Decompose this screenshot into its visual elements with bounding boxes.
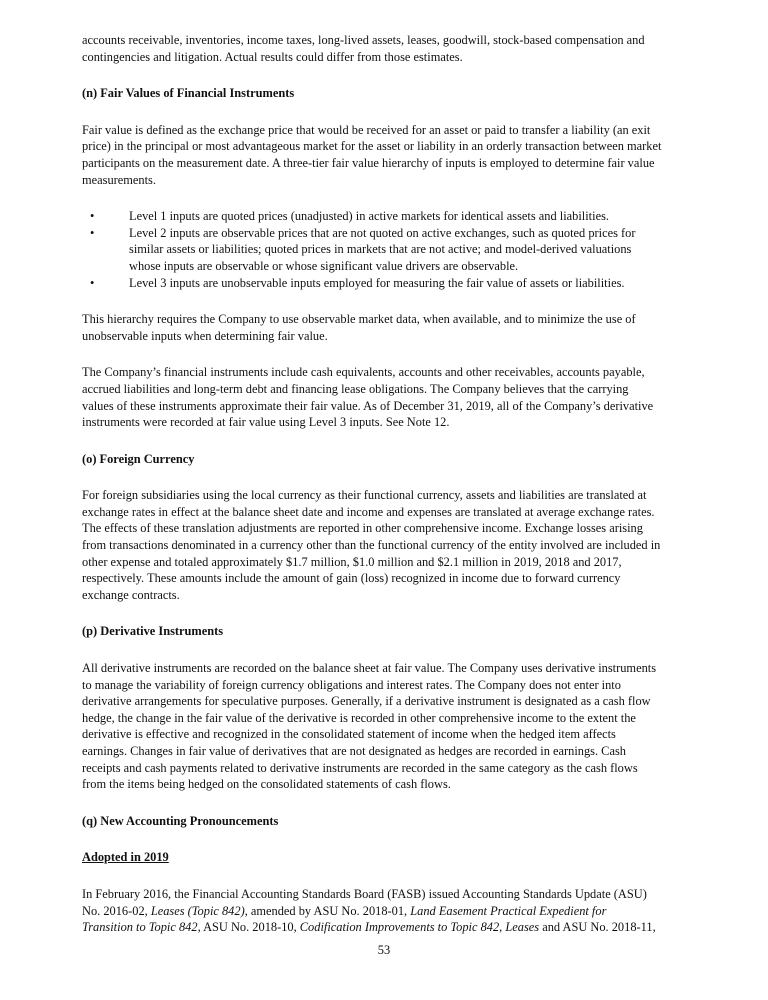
text-line: values of these instruments approximate their fair value. As of December 31, 2019, all of the Company’s derivative (82, 398, 654, 413)
bullet-icon: • (90, 209, 95, 224)
text-segment: In February 2016, the Financial Accounting Standards Board (FASB) issued Accounting Standards Update (ASU) (82, 886, 647, 901)
paragraph (82, 122, 702, 188)
text-line: Adopted in 2019 (82, 850, 169, 865)
text-line: contingencies and litigation. Actual results could differ from those estimates. (82, 49, 463, 64)
text-line: measurements. (82, 172, 156, 187)
paragraph (82, 487, 702, 603)
subsection-heading (82, 849, 702, 866)
text-line: (p) Derivative Instruments (82, 624, 224, 639)
section-heading (82, 623, 702, 640)
text-line: Level 3 inputs are unobservable inputs employed for measuring the fair value of assets or liabilities. (129, 275, 625, 290)
text-line: hedge, the change in the fair value of the derivative is recorded in other comprehensive income to the extent the (82, 710, 636, 725)
text-segment: and ASU No. 2018-11, (539, 920, 656, 935)
italic-title: Codification Improvements to Topic 842, Leases (299, 920, 540, 935)
paragraph (82, 886, 702, 936)
text-line: This hierarchy requires the Company to use observable market data, when available, and to minimize the use of (82, 312, 636, 327)
bullet-icon: • (90, 275, 95, 290)
text-line: similar assets or liabilities; quoted prices in markets that are not active; and model-derived valuations (129, 242, 632, 257)
bullet-item (82, 208, 702, 225)
text-line: derivative arrangements for speculative purposes. Generally, if a derivative instrument is designated as a cash flow (82, 694, 651, 709)
text-line: Level 2 inputs are observable prices that are not quoted on active exchanges, such as quoted prices for (129, 225, 636, 240)
text-line: from the items being hedged on the consolidated statements of cash flows. (82, 777, 451, 792)
text-line: to manage the variability of foreign currency obligations and interest rates. The Company does not enter into (82, 677, 621, 692)
text-line: (o) Foreign Currency (82, 451, 195, 466)
text-line: All derivative instruments are recorded on the balance sheet at fair value. The Company uses derivative instruments (82, 661, 657, 676)
text-line (82, 886, 702, 903)
text-segment: No. 2016-02, (82, 903, 151, 918)
italic-title: Transition to Topic 842 (82, 920, 198, 935)
section-heading (82, 85, 702, 102)
italic-title: Land Easement Practical Expedient for (410, 903, 607, 918)
text-line (82, 903, 702, 920)
text-line: other expense and totaled approximately $1.7 million, $1.0 million and $2.1 million in 2019, 2018 and 2017, (82, 554, 622, 569)
text-line: earnings. Changes in fair value of derivatives that are not designated as hedges are recorded in earnings. Cash (82, 744, 626, 758)
text-line: price) in the principal or most advantageous market for the asset or liability in an orderly transaction between market (82, 139, 662, 154)
bullet-list (82, 208, 702, 291)
text-line: (n) Fair Values of Financial Instruments (82, 86, 295, 101)
text-line: Level 1 inputs are quoted prices (unadjusted) in active markets for identical assets and liabilities. (129, 209, 609, 224)
text-segment: , ASU No. 2018-10, (197, 920, 300, 935)
text-line: The Company’s financial instruments include cash equivalents, accounts and other receivables, accounts payable, (82, 365, 645, 380)
text-line: accounts receivable, inventories, income taxes, long-lived assets, leases, goodwill, stock-based compensation and (82, 33, 645, 47)
italic-title: Leases (Topic 842) (150, 903, 245, 918)
bullet-icon: • (90, 225, 95, 240)
text-line: from transactions denominated in a currency other than the functional currency of the entity involved are included in (82, 538, 661, 553)
document-page (82, 32, 702, 956)
text-line: (q) New Accounting Pronouncements (82, 813, 279, 828)
section-heading (82, 451, 702, 468)
text-line: whose inputs are observable or whose significant value drivers are observable. (129, 258, 519, 273)
page-number: 53 (377, 943, 391, 957)
paragraph (82, 364, 702, 430)
text-line: participants on the measurement date. A three-tier fair value hierarchy of inputs is employed to determine fair value (82, 155, 655, 170)
text-segment: , amended by ASU No. 2018-01, (244, 903, 411, 918)
text-line: instruments were recorded at fair value using Level 3 inputs. See Note 12. (82, 415, 450, 430)
text-line: exchange rates in effect at the balance sheet date and income and expenses are translated at average exchange rates. (82, 504, 655, 519)
text-line (82, 919, 702, 936)
paragraph (82, 32, 702, 65)
text-line: Fair value is defined as the exchange price that would be received for an asset or paid to transfer a liability (an exit (82, 122, 651, 137)
bullet-item (82, 225, 702, 275)
text-line: derivative is effective and recognized in the consolidated statement of income when the hedged item affects (82, 727, 616, 742)
paragraph (82, 660, 702, 793)
section-heading (82, 813, 702, 830)
text-line: respectively. These amounts include the amount of gain (loss) recognized in income due to forward currency (82, 571, 621, 586)
bullet-item (82, 275, 702, 292)
text-line: unobservable inputs when determining fair value. (82, 328, 328, 343)
text-line: The effects of these translation adjustments are reported in other comprehensive income. Exchange losses arising (82, 521, 643, 536)
text-line: receipts and cash payments related to derivative instruments are recorded in the same category as the cash flows (82, 760, 638, 775)
text-line: exchange contracts. (82, 587, 180, 602)
paragraph (82, 311, 702, 344)
text-line: accrued liabilities and long-term debt and financing lease obligations. The Company believes that the carrying (82, 381, 629, 396)
text-line: For foreign subsidiaries using the local currency as their functional currency, assets and liabilities are translated at (82, 488, 647, 503)
